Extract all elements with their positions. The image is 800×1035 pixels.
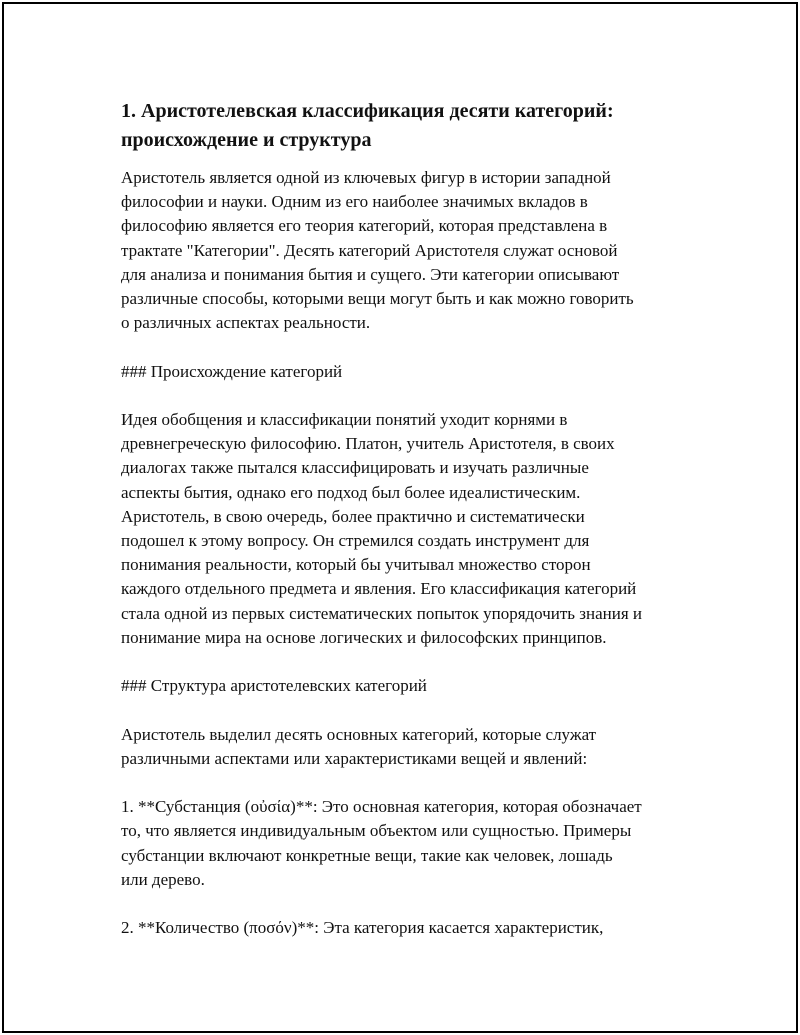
section-heading-structure: ### Структура аристотелевских категорий [121, 676, 427, 696]
document-body [121, 97, 721, 940]
spacer [121, 650, 721, 674]
spacer [121, 892, 721, 916]
structure-paragraph: Аристотель выделил десять основных категорий, которые служат различными аспектами или характеристиками вещей и явлений: [121, 724, 597, 768]
spacer [121, 335, 721, 359]
spacer [121, 771, 721, 795]
spacer [121, 384, 721, 408]
spacer [121, 698, 721, 722]
page-frame [2, 2, 798, 1033]
list-item-substance: 1. **Субстанция (οὐσία)**: Это основная категория, которая обозначает то, что является индивидуальным объектом или сущностью. Примеры субстанции включают конкретные вещи, такие как человек, лошадь или дерево. [121, 797, 642, 889]
spacer [121, 155, 721, 166]
section-heading-origin: ### Происхождение категорий [121, 361, 343, 381]
document-title: 1. Аристотелевская классификация десяти категорий: происхождение и структура [121, 100, 614, 151]
list-item-quantity: 2. **Количество (ποσόν)**: Эта категория касается характеристик, [121, 918, 604, 938]
intro-paragraph: Аристотель является одной из ключевых фигур в истории западной философии и науки. Одним из его наиболее значимых вкладов в философию является его теория категорий, которая представлена в трактате "Категории". Десять категорий Аристотеля служат основой для анализа и понимания бытия и сущего. Эти категории описывают различные способы, которыми вещи могут быть и как можно говорить о различных аспектах реальности. [121, 168, 634, 333]
origin-paragraph: Идея обобщения и классификации понятий уходит корнями в древнегреческую философию. Платон, учитель Аристотеля, в своих диалогах также пытался классифицировать и изучать различные аспекты бытия, однако его подход был более идеалистическим. Аристотель, в свою очередь, более практично и систематически подошел к этому вопросу. Он стремился создать инструмент для понимания реальности, который бы учитывал множество сторон каждого отдельного предмета и явления. Его классификация категорий стала одной из первых систематических попыток упорядочить знания и понимание мира на основе логических и философских принципов. [121, 410, 643, 647]
